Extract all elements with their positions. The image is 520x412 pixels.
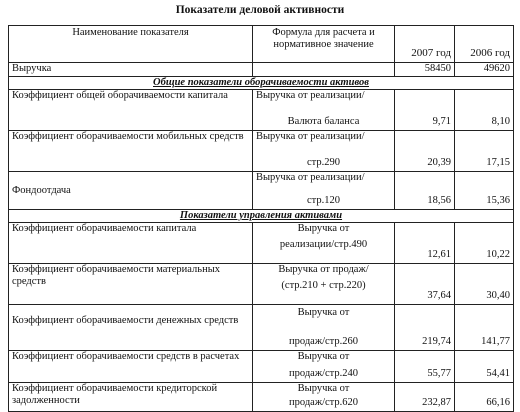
formula-bottom: продаж/стр.620 bbox=[289, 397, 358, 408]
row-name: Коэффициент оборачиваемости средств в расчетах bbox=[9, 351, 253, 383]
revenue-formula bbox=[253, 63, 395, 77]
revenue-2006: 49620 bbox=[455, 63, 514, 77]
formula-top: Выручка от реализации/ bbox=[256, 172, 365, 183]
row-2006: 30,40 bbox=[455, 264, 514, 305]
formula-top: Выручка от bbox=[297, 351, 350, 362]
formula-top: Выручка от bbox=[297, 383, 350, 394]
row-2006: 54,41 bbox=[455, 351, 514, 383]
row-name: Коэффициент оборачиваемости денежных средств bbox=[9, 305, 253, 351]
header-2007: 2007 год bbox=[395, 26, 455, 63]
row-formula bbox=[253, 351, 395, 383]
row-2007: 9,71 bbox=[395, 90, 455, 131]
formula-top: Выручка от продаж/ bbox=[278, 264, 369, 275]
row-2006: 15,36 bbox=[455, 172, 514, 210]
header-2006: 2006 год bbox=[455, 26, 514, 63]
formula-bottom: Валюта баланса bbox=[287, 116, 360, 127]
row-2007: 12,61 bbox=[395, 223, 455, 264]
formula-top: Выручка от bbox=[297, 307, 350, 318]
revenue-2007: 58450 bbox=[395, 63, 455, 77]
row-2007: 20,39 bbox=[395, 131, 455, 172]
table-row bbox=[9, 90, 514, 131]
formula-top: Выручка от реализации/ bbox=[256, 90, 365, 101]
row-formula bbox=[253, 131, 395, 172]
formula-bottom: стр.290 bbox=[306, 157, 340, 168]
business-activity-table bbox=[8, 25, 514, 412]
header-formula: Формула для расчета и нормативное значение bbox=[253, 26, 395, 63]
section-asset-management: Показатели управления активами bbox=[9, 210, 514, 223]
table-row bbox=[9, 383, 514, 412]
row-2006: 10,22 bbox=[455, 223, 514, 264]
section-row bbox=[9, 77, 514, 90]
formula-bottom: продаж/стр.260 bbox=[289, 336, 358, 347]
row-formula bbox=[253, 223, 395, 264]
formula-top: Выручка от реализации/ bbox=[256, 131, 365, 142]
row-name: Коэффициент оборачиваемости мобильных средств bbox=[9, 131, 253, 172]
table-row bbox=[9, 351, 514, 383]
row-2007: 37,64 bbox=[395, 264, 455, 305]
row-formula bbox=[253, 172, 395, 210]
revenue-row bbox=[9, 63, 514, 77]
row-2006: 8,10 bbox=[455, 90, 514, 131]
row-formula bbox=[253, 90, 395, 131]
row-2006: 141,77 bbox=[455, 305, 514, 351]
section-row bbox=[9, 210, 514, 223]
header-name: Наименование показателя bbox=[9, 26, 253, 63]
row-2007: 18,56 bbox=[395, 172, 455, 210]
row-formula bbox=[253, 305, 395, 351]
formula-bottom: реализации/стр.490 bbox=[279, 239, 368, 250]
formula-bottom: (стр.210 + стр.220) bbox=[281, 280, 366, 291]
table-row bbox=[9, 131, 514, 172]
formula-bottom: продаж/стр.240 bbox=[289, 368, 358, 379]
formula-bottom: стр.120 bbox=[306, 195, 340, 206]
row-name: Коэффициент общей оборачиваемости капитала bbox=[9, 90, 253, 131]
row-name: Коэффициент оборачиваемости материальных средств bbox=[9, 264, 253, 305]
header-row bbox=[9, 26, 514, 63]
table-row bbox=[9, 172, 514, 210]
page-title: Показатели деловой активности bbox=[175, 4, 345, 16]
row-name: Коэффициент оборачиваемости капитала bbox=[9, 223, 253, 264]
row-2007: 219,74 bbox=[395, 305, 455, 351]
formula-top: Выручка от bbox=[297, 223, 350, 234]
row-2007: 232,87 bbox=[395, 383, 455, 412]
row-2006: 66,16 bbox=[455, 383, 514, 412]
section-general-turnover: Общие показатели оборачиваемости активов bbox=[9, 77, 514, 90]
row-name: Фондоотдача bbox=[9, 172, 253, 210]
table-row bbox=[9, 223, 514, 264]
revenue-name: Выручка bbox=[9, 63, 253, 77]
table-row bbox=[9, 264, 514, 305]
row-formula bbox=[253, 264, 395, 305]
row-2006: 17,15 bbox=[455, 131, 514, 172]
row-2007: 55,77 bbox=[395, 351, 455, 383]
row-formula bbox=[253, 383, 395, 412]
row-name: Коэффициент оборачиваемости кредиторской задолженности bbox=[9, 383, 253, 412]
table-row bbox=[9, 305, 514, 351]
